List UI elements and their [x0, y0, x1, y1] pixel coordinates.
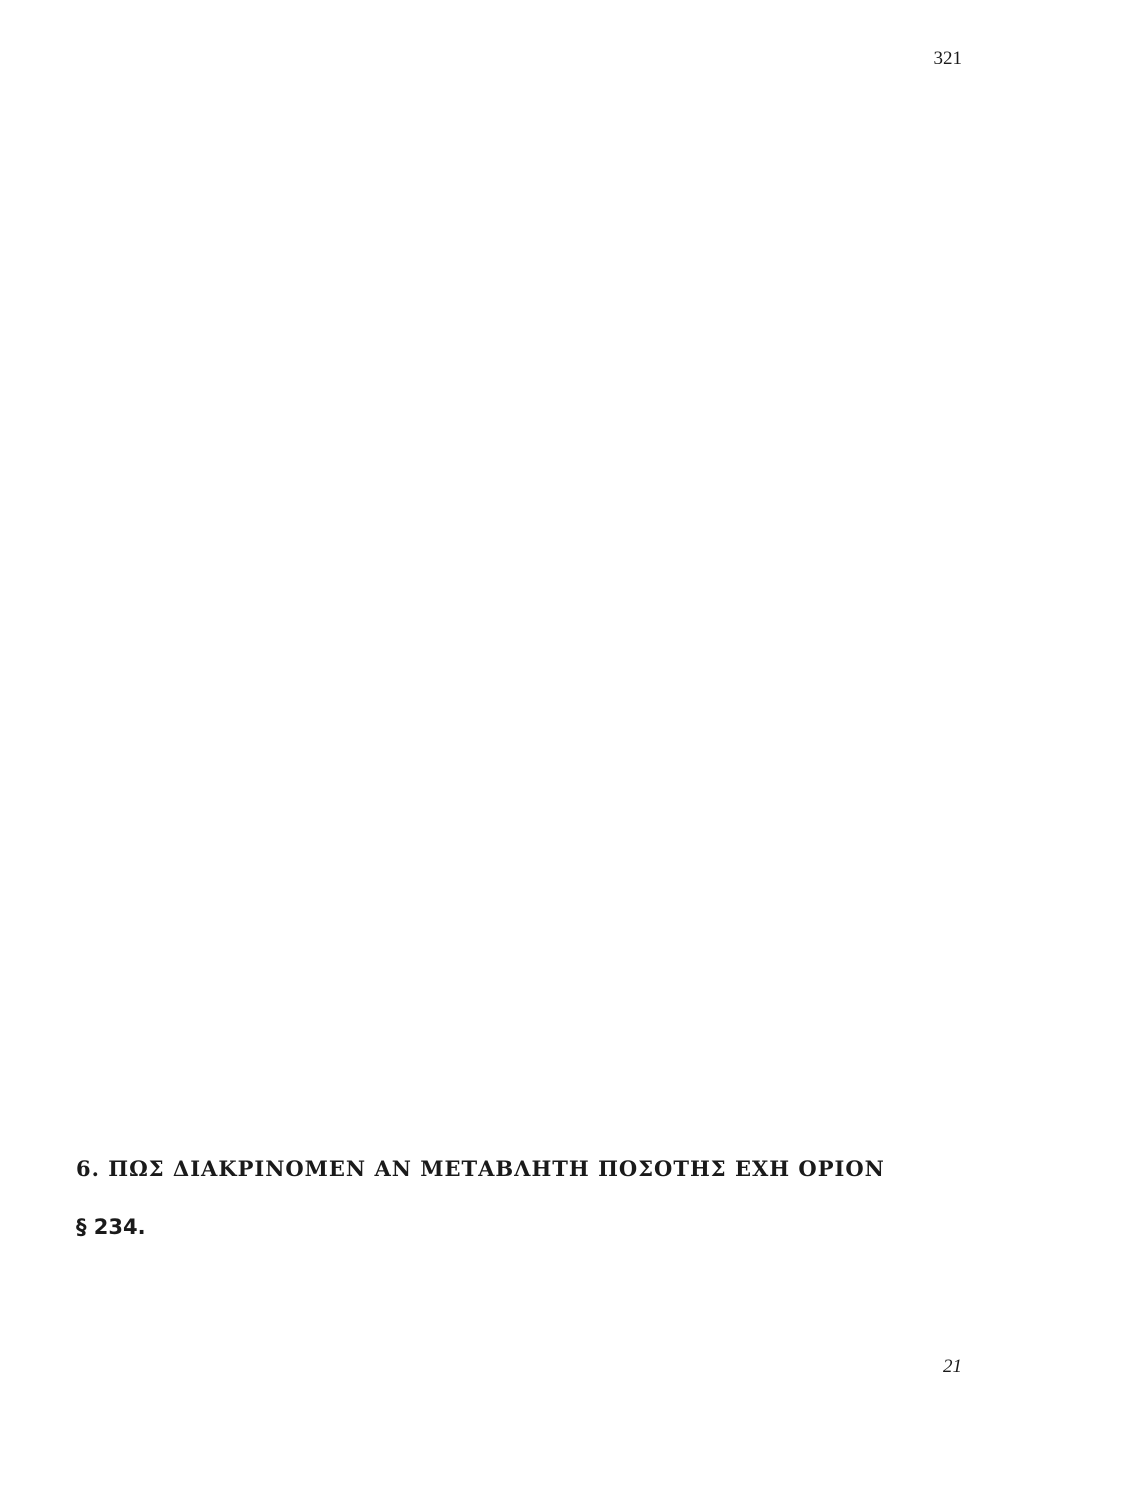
- text-line: [76, 646, 976, 676]
- text-line: [76, 740, 976, 770]
- text-line: [76, 990, 976, 1020]
- text-line: [76, 360, 976, 390]
- paragraph-line: [76, 1312, 976, 1346]
- paragraph-line: [76, 1210, 976, 1244]
- text-line: [76, 330, 976, 360]
- paragraph-line: [76, 1278, 976, 1312]
- text-line: [76, 220, 976, 250]
- text-line: [76, 676, 976, 706]
- section-heading: 6. ΠΩΣ ΔΙΑΚΡΙΝΟΜΕΝ ΑΝ ΜΕΤΑΒΛΗΤΗ ΠΟΣΟΤΗΣ ΕΧΗ ΟΡΙΟΝ: [76, 1156, 885, 1181]
- text-line: [76, 124, 976, 154]
- text-line: [76, 772, 976, 802]
- text-line: [76, 894, 976, 924]
- text-line: [76, 496, 976, 526]
- section-symbol: § 234.: [76, 1215, 146, 1239]
- text-line: [76, 262, 976, 292]
- text-line: [76, 436, 976, 466]
- text-line: [76, 172, 976, 202]
- text-line: [76, 392, 976, 422]
- text-line: [76, 706, 976, 736]
- signature-mark: 21: [943, 1356, 962, 1377]
- text-line: [76, 1092, 976, 1122]
- paragraph-line: [76, 1244, 976, 1278]
- text-line: [76, 1042, 976, 1072]
- page-number: 321: [933, 48, 962, 69]
- text-line: [76, 614, 976, 644]
- text-line: [76, 560, 976, 590]
- text-line: [76, 832, 976, 862]
- text-line: [76, 940, 976, 970]
